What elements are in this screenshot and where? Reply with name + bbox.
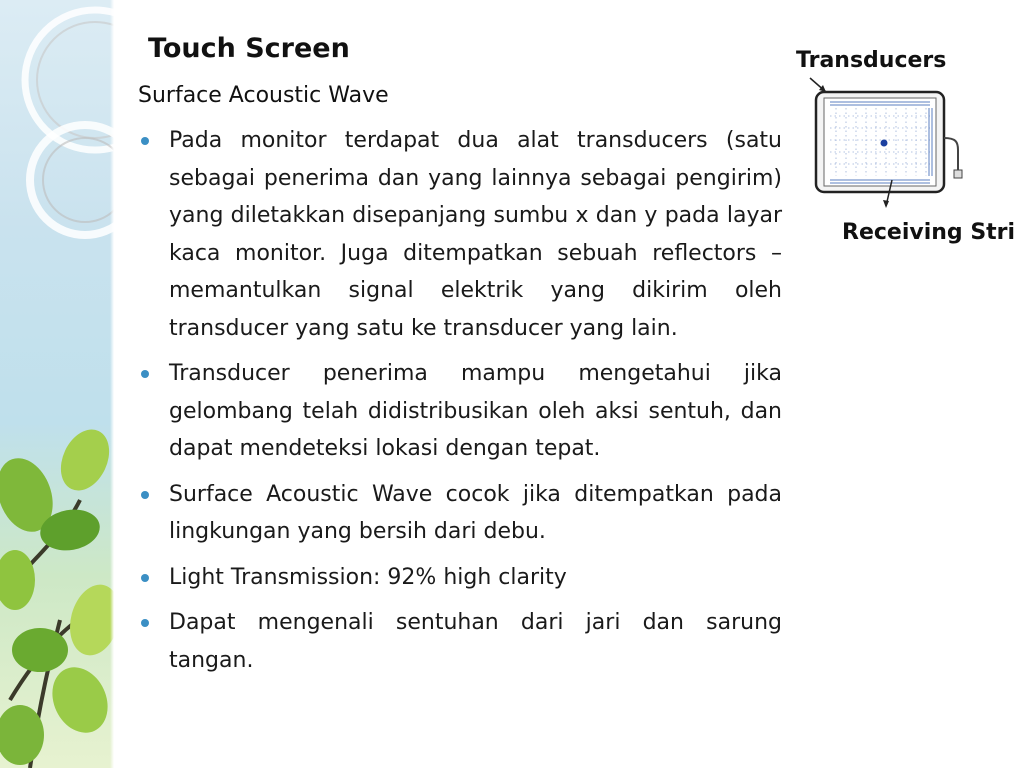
leaf-branch-illustration bbox=[0, 0, 114, 768]
bullet-dot-icon bbox=[141, 137, 149, 145]
monitor-screen bbox=[824, 98, 936, 186]
bullet-text: Dapat mengenali sentuhan dari jari dan sarung tangan. bbox=[169, 610, 782, 673]
bullet-dot-icon bbox=[141, 619, 149, 627]
transducers-label: Transducers bbox=[796, 48, 947, 73]
touch-point-icon bbox=[881, 140, 888, 147]
bullet-dot-icon bbox=[141, 370, 149, 378]
touchscreen-diagram bbox=[800, 76, 970, 216]
bullet-item bbox=[138, 355, 782, 468]
bullet-item bbox=[138, 559, 782, 597]
bullet-item bbox=[138, 122, 782, 347]
receiving-strip-label: Receiving Stri bbox=[842, 220, 1016, 245]
bullet-text: Light Transmission: 92% high clarity bbox=[169, 564, 567, 590]
bullet-list-container bbox=[138, 122, 782, 687]
bullet-text: Transducer penerima mampu mengetahui jika gelombang telah didistribusikan oleh aksi sentuh, dan dapat mendeteksi lokasi dengan tepat. bbox=[169, 361, 782, 461]
monitor-cable bbox=[944, 138, 958, 174]
bullet-item bbox=[138, 476, 782, 551]
bullet-item bbox=[138, 604, 782, 679]
bullet-text: Pada monitor terdapat dua alat transducers (satu sebagai penerima dan yang lainnya sebagai pengirim) yang diletakkan disepanjang sumbu x dan y pada layar kaca monitor. Juga ditempatkan sebuah reflectors – memantulkan signal elektrik yang dikirim oleh transducer yang satu ke transducer yang lain. bbox=[169, 128, 782, 341]
sidebar-edge-fade bbox=[110, 0, 114, 768]
cable-connector bbox=[954, 170, 962, 178]
bullet-text: Surface Acoustic Wave cocok jika ditempatkan pada lingkungan yang bersih dari debu. bbox=[169, 481, 782, 544]
slide-subtitle: Surface Acoustic Wave bbox=[138, 83, 389, 108]
bullet-list bbox=[138, 122, 782, 679]
bullet-dot-icon bbox=[141, 491, 149, 499]
bullet-dot-icon bbox=[141, 574, 149, 582]
slide-title: Touch Screen bbox=[148, 33, 350, 64]
arrow-head-icon bbox=[883, 200, 889, 208]
decorative-sidebar bbox=[0, 0, 114, 768]
